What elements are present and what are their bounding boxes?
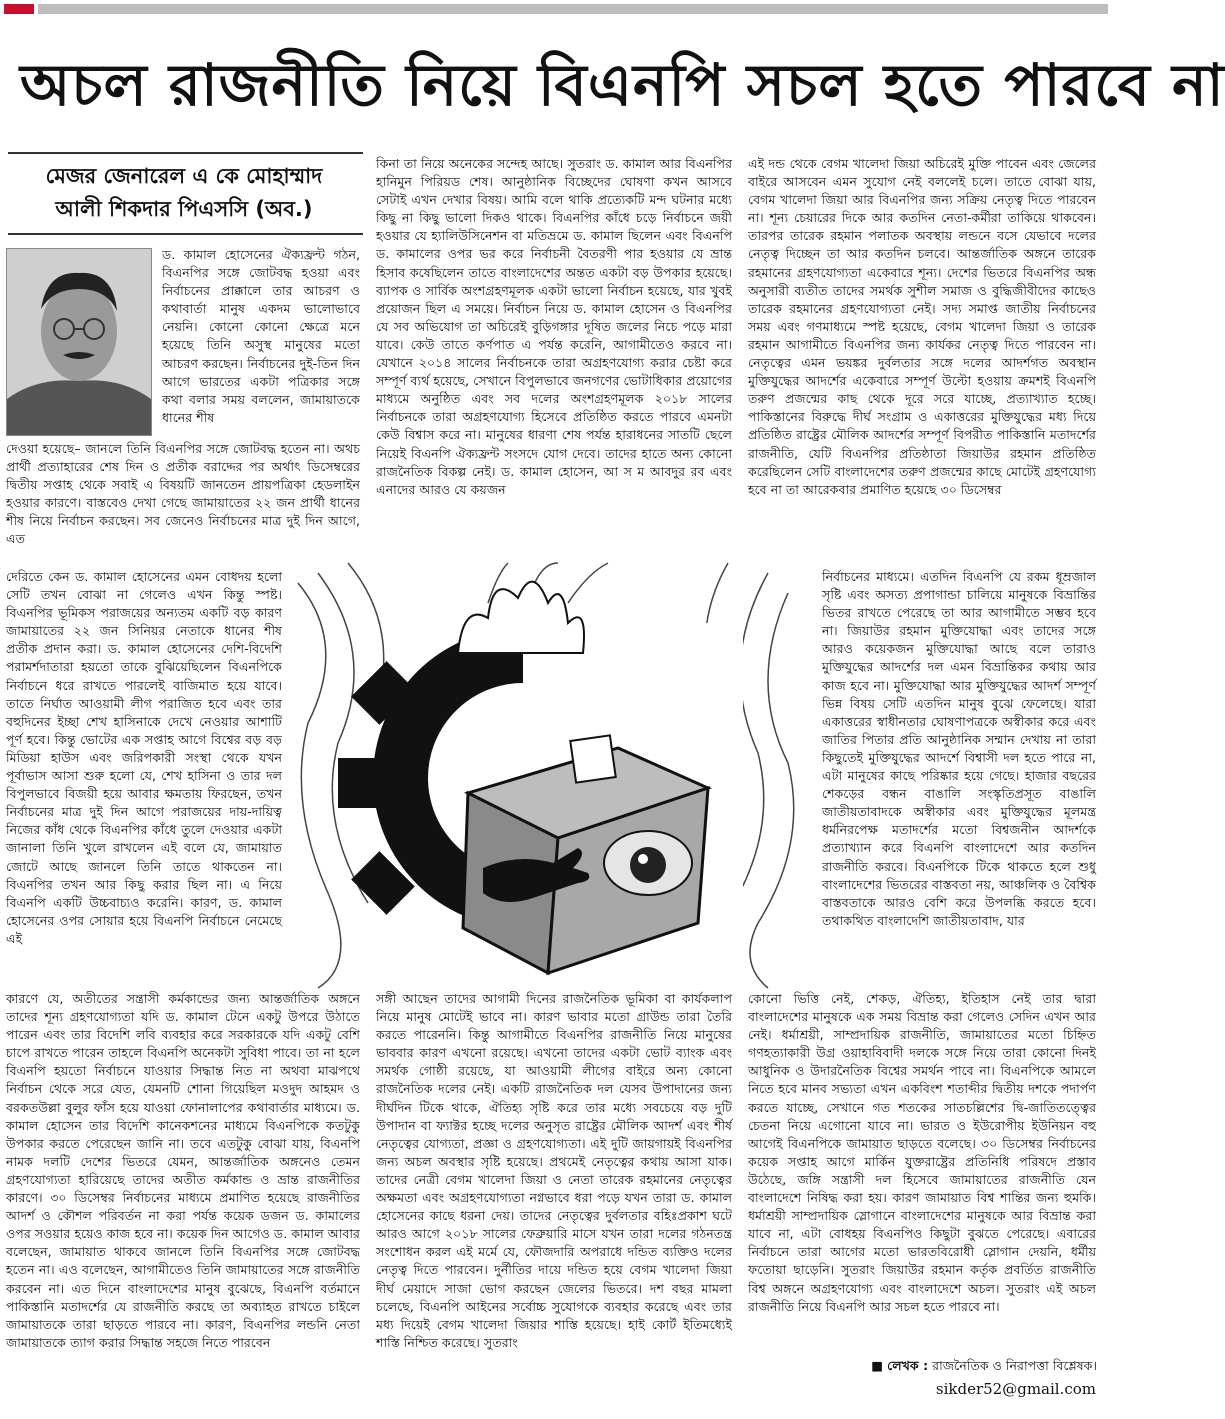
byline-line-1: মেজর জেনারেল এ কে মোহাম্মাদ [45, 164, 323, 188]
eye-icon [604, 831, 692, 895]
headline: অচল রাজনীতি নিয়ে বিএনপি সচল হতে পারবে না [20, 51, 1225, 119]
author-photo [6, 248, 152, 436]
author-email: sikder52@gmail.com [935, 1380, 1096, 1398]
paragraph: কিনা তা নিয়ে অনেকের সন্দেহ আছে। সুতরাং ড. কামাল আর বিএনপির হানিমুন পিরিয়ড শেষ। আনুষ্ঠানিক বিচ্ছেদের ঘোষণা কখন আসবে সেটাই এখন দেখার বিষয়। আমি বলে থাকি প্রত্যেকটি মন্দ ঘটনার মধ্যে কিছু না কিছু ভালো দিকও থাকে। বিএনপির কাঁধে চড়ে নির্বাচনে জয়ী হওয়ার যে হ্যালিউসিনেশন বা মতিভ্রমে ড. কামাল ছিলেন এবং বিএনপি ড. কামালের ওপর ভর করে নির্বাচনী বৈতরণী পার হওয়ার যে ভ্রান্ত হিসাব কষেছিলেন তাতে বাংলাদেশের অন্তত একটা বড় উপকার হয়েছে। ব্যাপক ও সার্বিক অংশগ্রহণমূলক একটা ভালো নির্বাচন হয়েছে, যার খুবই প্রয়োজন ছিল এ সময়ে। নির্বাচন নিয়ে ড. কামাল হোসেন ও বিএনপির যে সব অভিযোগ তা অচিরেই বুড়িগঙ্গার দূষিত জলের নিচে পড়ে মারা যাবে। কেউ তাতে কর্ণপাত এ পর্যন্ত করেনি, আগামীতেও করবে না। যেখানে ২০১৪ সালের নির্বাচনকে তারা অগ্রহণযোগ্য করার চেষ্টা করে সম্পূর্ণ ব্যর্থ হয়েছে, সেখানে বিপুলভাবে জনগণের ভোটাধিকার প্রয়োগের মাধ্যমে অনুষ্ঠিত এবং সব দলের অংশগ্রহণমূলক ২০১৮ সালের নির্বাচনকে তারা অগ্রহণযোগ্য হিসেবে প্রতিষ্ঠিত করতে পারবে এমনটা কেউ বিশ্বাস করে না। মানুষের ধারণা শেষ পর্যন্ত হারাধনের সাতটি ছেলে নিয়েই বিএনপি ঐক্যফ্রন্ট সংসদে যোগ দেবে। তাদের হাতে অন্য কোনো রাজনৈতিক বিকল্প নেই। ড. কামাল হোসেন, আ স ম আবদুর রব এবং এনাদের আরও যে কয়জন [376, 156, 732, 497]
ballot-box-gear-illustration [288, 563, 816, 988]
paragraph: কোনো ভিত্তি নেই, শেকড়, ঐতিহ্য, ইতিহাস নেই তার দ্বারা বাংলাদেশের মানুষকে এক সময় বিভ্রান্ত করা গেলেও সেদিন এখন আর নেই। ধর্মাশ্রয়ী, সাম্প্রদায়িক রাজনীতি, জামায়াতের মতো চিহ্নিত গণহত্যাকারী উগ্র ওয়াহাবিবাদী দলকে সঙ্গে নিয়ে তারা কোনো দিনই আধুনিক ও উদারনৈতিক বিশ্বের সমর্থন পাবে না। বিএনপিকে আমলে নিতে হবে মানব সভ্যতা এখন একবিংশ শতাব্দীর দ্বিতীয় দশকে পদার্পণ করতে যাচ্ছে, সেখানে গত শতকের সাতচল্লিশের দ্বি-জাতিতত্ত্বের চেতনা নিয়ে এগোনো যাবে না। ভারত ও ইউরোপীয় ইউনিয়ন বহু আগেই বিএনপিকে জামায়াত ছাড়তে বলেছে। ৩০ ডিসেম্বর নির্বাচনের কয়েক সপ্তাহ আগে মার্কিন যুক্তরাষ্ট্রের প্রতিনিধি পরিষদে প্রস্তাব উঠেছে, জঙ্গি সন্ত্রাসী দল হিসেবে জামায়াতের রাজনীতি যেন বাংলাদেশে নিষিদ্ধ করা হয়। কারণ জামায়াত বিশ্ব শান্তির জন্য হুমকি। ধর্মাশ্রয়ী সাম্প্রদায়িক স্লোগানে বাংলাদেশের মানুষকে আর বিভ্রান্ত করা যাবে না, এটা বোধহয় বিএনপিও কিছুটা বুঝতে পেরেছে। এবারের নির্বাচনে তারা আগের মতো ভারতবিরোধী স্লোগান দেয়নি, ধর্মীয় ফতোয়া ছাড়েনি। সুতরাং জিয়াউর রহমান কর্তৃক প্রবর্তিত রাজনীতি বিশ্ব অঙ্গনে অগ্রহণযোগ্য এবং বাংলাদেশে অচল। সুতরাং এই অচল রাজনীতি নিয়ে বিএনপি আর সচল হতে পারবে না। [748, 991, 1096, 1314]
column-1-beside-illustration [6, 568, 282, 988]
paragraph: নির্বাচনের মাধ্যমে। এতদিন বিএনপি যে রকম ধূম্রজাল সৃষ্টি এবং অসত্য প্রপাগান্ডা চালিয়ে মানুষকে বিভ্রান্তির ভিতর রাখতে পেরেছে তা আর আগামীতে সম্ভব হবে না। জিয়াউর রহমান মুক্তিযোদ্ধা এবং তাদের সঙ্গে আরও কয়েকজন মুক্তিযোদ্ধা আছে বলে তারাও মুক্তিযুদ্ধের আদর্শের দল এমন বিভ্রান্তিকর কথায় আর কাজ হবে না। মুক্তিযোদ্ধা আর মুক্তিযুদ্ধের আদর্শ সম্পূর্ণ ভিন্ন বিষয় সেটি এতদিন মানুষ বুঝে ফেলেছে। যারা একাত্তরের স্বাধীনতার ঘোষণাপত্রকে অস্বীকার করে এবং জাতির পিতার প্রতি আনুষ্ঠানিক সম্মান দেখায় না তারা কিছুতেই মুক্তিযুদ্ধের আদর্শে বিশ্বাসী দল হতে পারে না, এটা মানুষের কাছে পরিষ্কার হয়ে গেছে। হাজার বছরের শেকড়ের বন্ধন বাঙালি সংস্কৃতিপ্রসূত বাঙালি জাতীয়তাবাদকে অস্বীকার এবং মুক্তিযুদ্ধের মূলমন্ত্র ধর্মনিরপেক্ষ মতাদর্শের মতো বিশ্বজনীন আদর্শকে প্রত্যাখ্যান করে বিএনপি বাংলাদেশে আর কতদিন রাজনীতি করবে। বিএনপিকে টিকে থাকতে হলে শুধু বাংলাদেশের ভিতরের বাস্তবতা নয়, আঞ্চলিক ও বৈশ্বিক বাস্তবতাকে আরও বেশি করে উপলব্ধি করতে হবে। তথাকথিত বাংলাদেশি জাতীয়তাবাদ, যার [822, 569, 1096, 928]
paragraph: সঙ্গী আছেন তাদের আগামী দিনের রাজনৈতিক ভূমিকা বা কার্যকলাপ নিয়ে মানুষ মোটেই ভাবে না। কারণ ভাবার মতো গ্রাউন্ড তারা তৈরি করতে পারেননি। কিন্তু আগামীতে বিএনপির রাজনীতি নিয়ে মানুষের ভাববার কারণ এখনো রয়েছে। এখনো তাদের একটা ভোট ব্যাংক এবং সমর্থক গোষ্ঠী রয়েছে, যা আওয়ামী লীগের বাইরে অন্য কোনো রাজনৈতিক দলের নেই। একটি রাজনৈতিক দল যেসব উপাদানের জন্য দীর্ঘদিন টিকে থাকে, ঐতিহ্য সৃষ্টি করে তার মধ্যে সবচেয়ে বড় দুটি উপাদান বা ফ্যাক্টর হচ্ছে দলের অনুসৃত রাষ্ট্রের মৌলিক আদর্শ এবং শীর্ষ নেতৃত্বের যোগ্যতা, প্রজ্ঞা ও গ্রহণযোগ্যতা। এই দুটি জায়গায়ই বিএনপির জন্য অচল অবস্থার সৃষ্টি হয়েছে। প্রথমেই নেতৃত্বের কথায় আসা যাক। তাদের নেত্রী বেগম খালেদা জিয়া ও নেতা তারেক রহমানের নেতৃত্বের অক্ষমতা এবং অগ্রহণযোগ্যতা নগ্নভাবে ধরা পড়ে যখন তারা ড. কামাল হোসেনের কাছে ধরনা দেয়। তাদের নেতৃত্বের দুর্বলতার বহিঃপ্রকাশ ঘটে আরও আগে ২০১৮ সালের ফেব্রুয়ারি মাসে যখন তারা দলের গঠনতন্ত্র সংশোধন করল এই মর্মে যে, ফৌজদারি অপরাধে দন্ডিত ব্যক্তিও দলের নেতৃত্ব দিতে পারবেন। দুর্নীতির দায়ে দন্ডিত হয়ে বেগম খালেদা জিয়া দীর্ঘ মেয়াদে সাজা ভোগ করছেন জেলের ভিতরে। দশ বছর মামলা চলেছে, বিএনপি আইনের সর্বোচ্চ সুযোগকে ব্যবহার করেছে এবং তার মধ্য দিয়েই বেগম খালেদা জিয়ার শাস্তি হয়েছে। হাই কোর্ট ইতিমধ্যেই শাস্তি নিশ্চিত করেছে। সুতরাং [376, 991, 732, 1350]
author-role: রাজনৈতিক ও নিরাপত্তা বিশ্লেষক। [932, 1358, 1097, 1373]
column-2-bottom [376, 990, 732, 1398]
square-bullet-icon: ■ [871, 1358, 888, 1373]
byline-rule-bottom [8, 233, 363, 235]
column-3-beside-illustration [822, 568, 1096, 988]
paragraph: ড. কামাল হোসেনের ঐক্যফ্রন্ট গঠন, বিএনপির সঙ্গে জোটবদ্ধ হওয়া এবং নির্বাচনের প্রাক্কালে তার আচরণ ও কথাবার্তা মানুষ একদম ভালোভাবে নেয়নি। কোনো কোনো ক্ষেত্রে মনে হয়েছে তিনি অসুস্থ মানুষের মতো আচরণ করছেন। নির্বাচনের দুই-তিন দিন আগে ভারতের একটা পত্রিকার সঙ্গে কথা বলার সময় বললেন, জামায়াতকে ধানের শীষ [162, 247, 360, 425]
byline-line-2: আলী শিকদার পিএসসি (অব.) [55, 197, 313, 221]
author-signature [835, 1358, 1097, 1378]
column-2-top [376, 155, 732, 563]
column-1-beside-photo [162, 246, 360, 438]
column-1-below-photo [6, 440, 360, 566]
paragraph: দেওয়া হয়েছে– জানলে তিনি বিএনপির সঙ্গে জোটবদ্ধ হতেন না। অথচ প্রার্থী প্রত্যাহারের শেষ দিন ও প্রতীক বরাদ্দের পর অর্থাৎ ডিসেম্বরের দ্বিতীয় সপ্তাহ থেকে সবাই এ বিষয়টি জানতেন প্রায়পত্রিকা হেডলাইন হওয়ার কারণে। বাস্তবেও দেখা গেছে জামায়াতের ২২ জন প্রার্থী ধানের শীষ নিয়ে নির্বাচন করছেন। সব জেনেও নির্বাচনের মাত্র দুই দিন আগে, এত [6, 441, 360, 547]
byline-rule-top [8, 152, 363, 154]
column-3-top [748, 155, 1096, 563]
author-label: লেখক : [887, 1358, 929, 1373]
byline [8, 160, 360, 226]
paragraph: এই দন্ড থেকে বেগম খালেদা জিয়া অচিরেই মুক্তি পাবেন এবং জেলের বাইরে আসবেন এমন সুযোগ নেই বললেই চলে। তাতে বোঝা যায়, বেগম খালেদা জিয়া আর বিএনপির জন্য সক্রিয় নেতৃত্ব দিতে পারবেন না। শূন্য চেয়ারের দিকে আর কতদিন নেতা-কর্মীরা তাকিয়ে থাকবেন। তারপর তারেক রহমান পলাতক অবস্থায় লন্ডনে বসে যেভাবে দলের নেতৃত্ব দিচ্ছেন তা আর কতদিন চলবে। আন্তর্জাতিক অঙ্গনে তারেক রহমানের গ্রহণযোগ্যতা একেবারে শূন্য। দেশের ভিতরে বিএনপির অন্ধ অনুসারী ব্যতীত তাদের সমর্থক সুশীল সমাজ ও বুদ্ধিজীবীদের কাছেও তারেক রহমানের গ্রহণযোগ্যতা নেই। সদ্য সমাপ্ত জাতীয় নির্বাচনের সময় এবং গণমাধ্যমে স্পষ্ট হয়েছে, বেগম খালেদা জিয়া ও তারেক রহমান আগামীতে বিএনপির জন্য কার্যকর নেতৃত্ব দিতে পারবেন না। নেতৃত্বের এমন ভয়ঙ্কর দুর্বলতার সঙ্গে দলের আদর্শগত অবস্থান মুক্তিযুদ্ধের আদর্শের একেবারে সম্পূর্ণ উল্টো হওয়ায় ক্রমশই বিএনপি তরুণ প্রজন্মের কাছ থেকে দূরে সরে যাচ্ছে, প্রত্যাখ্যাত হচ্ছে। পাকিস্তানের বিরুদ্ধে দীর্ঘ সংগ্রাম ও একাত্তরের মুক্তিযুদ্ধের মধ্য দিয়ে প্রতিষ্ঠিত রাষ্ট্রের মৌলিক আদর্শের সম্পূর্ণ বিপরীত পাকিস্তানি মতাদর্শের রাজনীতি, যেটি বিএনপির প্রতিষ্ঠাতা জিয়াউর রহমান প্রতিষ্ঠিত করেছিলেন সেটি বাংলাদেশের তরুণ প্রজন্মের কাছে মোটেই গ্রহণযোগ্য হবে না তা আরেকবার প্রমাণিত হয়েছে ৩০ ডিসেম্বর [748, 156, 1096, 497]
paragraph: দেরিতে কেন ড. কামাল হোসেনের এমন বোধদয় হলো সেটি তখন বোঝা না গেলেও এখন কিন্তু স্পষ্ট। বিএনপির ভূমিকস পরাজয়ের অন্যতম একটি বড় কারণ জামায়াতের ২২ জন সিনিয়র নেতাকে ধানের শীষ প্রতীক প্রদান করা। ড. কামাল হোসেনের দেশি-বিদেশি পরামর্শদাতারা হয়তো তাকে বুঝিয়েছিলেন বিএনপিকে নির্বাচনে ধরে রাখতে পারলেই বাজিমাত হয়ে যাবে। তাতে নির্ঘাত আওয়ামী লীগ পরাজিত হবে এবং তার বহুদিনের ইচ্ছা শেখ হাসিনাকে দেখে নেওয়ার আশাটি পূর্ণ হবে। কিন্তু ভোটের এক সপ্তাহ আগে বিশ্বের বড় বড় মিডিয়া হাউস এবং জরিপকারী সংস্থা থেকে যখন পূর্বাভাস আসা শুরু হলো যে, শেখ হাসিনা ও তার দল বিপুলভাবে বিজয়ী হয়ে আবার ক্ষমতায় ফিরছেন, তখন নির্বাচনের মাত্র দুই দিন আগে পরাজয়ের দায়-দায়িত্ব নিজের কাঁধ থেকে বিএনপির কাঁধে তুলে দেওয়ার একটা জানালা তিনি খুলে রাখলেন এই বলে যে, জামায়াত জোটে আছে জানলে তিনি তাতে থাকতেন না। বিএনপির তখন আর কিছু করার ছিল না। এ নিয়ে বিএনপি একটি উচ্চবাচ্যও করেনি। কারণ, ড. কামাল হোসেনের ওপর সোয়ার হয়ে বিএনপি নির্বাচনে নেমেছে এই [6, 569, 282, 946]
paragraph: কারণে যে, অতীতের সন্ত্রাসী কর্মকান্ডের জন্য আন্তর্জাতিক অঙ্গনে তাদের শূন্য গ্রহণযোগ্যতা যদি ড. কামাল টেনে একটু উপরে উঠাতে পারেন এবং তার বিদেশি লবি ব্যবহার করে সরকারকে যদি একটু বেশি চাপে রাখতে পারেন তাহলে বিএনপি অনেকটা সুবিধা পাবে। তা না হলে বিএনপি হয়তো নির্বাচনে যাওয়ার সিদ্ধান্ত নিত না অথবা মাঝপথে নির্বাচন থেকে সরে যেত, যেমনটি শোনা গিয়েছিল মওদুদ আহমদ ও বরকতউল্লা বুলুর ফাঁস হয়ে যাওয়া ফোনালাপের কথাবার্তার মাধ্যমে। ড. কামাল হোসেন তার বিদেশি কানেকশনের মাধ্যমে বিএনপিকে কতটুকু উপকার করতে পেরেছেন জানি না। তবে এতটুকু বোঝা যায়, বিএনপি নামক দলটি দেশের ভিতরে যেমন, আন্তর্জাতিক অঙ্গনেও তেমন গ্রহণযোগ্যতা হারিয়েছে তাদের অতীত কর্মকান্ড ও ভ্রান্ত রাজনীতির কারণে। ৩০ ডিসেম্বর নির্বাচনের মাধ্যমে প্রমাণিত হয়েছে রাজনীতির আদর্শ ও কৌশল পরিবর্তন না করা পর্যন্ত কয়েক ডজন ড. কামালের ওপর সওয়ার হয়েও কাজ হবে না। কয়েক দিন আগেও ড. কামাল আবার বলেছেন, জামায়াত থাকবে জানলে তিনি বিএনপির সঙ্গে জোটবদ্ধ হতেন না। এও বলেছেন, আগামীতেও তিনি জামায়াতের সঙ্গে রাজনীতি করবেন না। এত দিনে বাংলাদেশের মানুষ বুঝেছে, বিএনপি বর্তমানে পাকিস্তানি মতাদর্শের যে রাজনীতি করছে তা অব্যাহত রাখতে চাইলে জামায়াতকে তারা ছাড়তে পারবে না। কারণ, বিএনপির লন্ডনি নেতা জামায়াতকে ত্যাগ করার সিদ্ধান্ত সহজে নিতে পারবেন [6, 991, 360, 1350]
author-portrait-image [7, 249, 151, 435]
column-1-bottom [6, 990, 360, 1398]
column-3-bottom [748, 990, 1096, 1356]
top-bar [38, 4, 1108, 14]
top-bar-accent [4, 4, 34, 14]
editorial-illustration [288, 563, 816, 988]
